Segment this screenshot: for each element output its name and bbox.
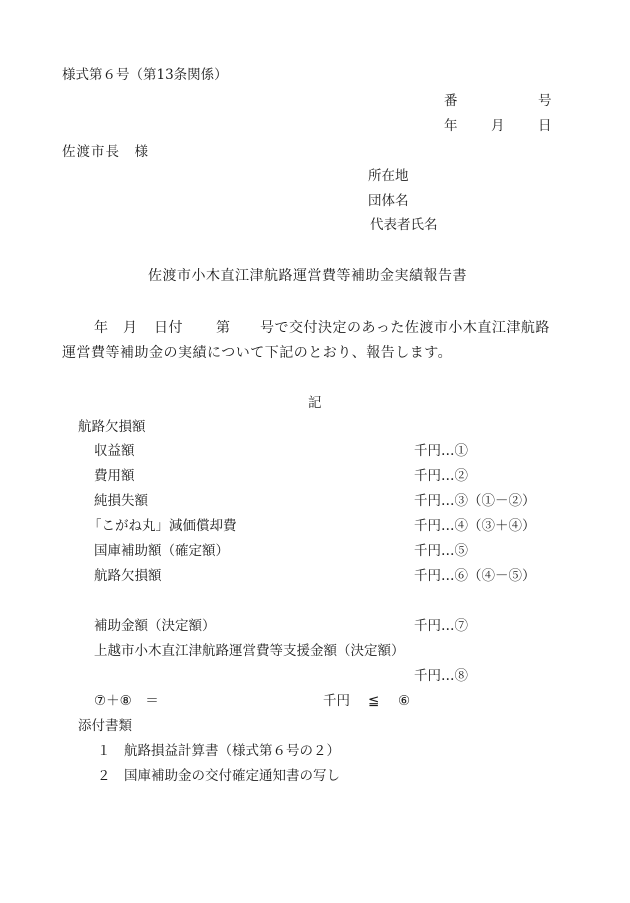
attachments-heading: 添付書類 xyxy=(78,718,132,734)
representative-label: 代表者氏名 xyxy=(370,217,438,233)
addressee: 佐渡市長 様 xyxy=(62,144,149,160)
loss-item-label: 「こがね丸」減価償却費 xyxy=(88,518,237,534)
formula-left: ⑦＋⑧ ＝ xyxy=(94,693,159,709)
loss-item-unit: 千円…⑥（④－⑤） xyxy=(414,568,536,584)
attachment-number: ２ xyxy=(97,768,111,784)
ki-label: 記 xyxy=(308,395,322,411)
organization-label: 団体名 xyxy=(368,193,409,209)
attachment-text: 航路損益計算書（様式第６号の２） xyxy=(124,743,340,759)
support-unit: 千円…⑧ xyxy=(414,668,468,684)
support-label: 上越市小木直江津航路運営費等支援金額（決定額） xyxy=(94,643,405,659)
body-year: 年 xyxy=(94,320,109,336)
loss-item-unit: 千円…③（①－②） xyxy=(414,493,536,509)
loss-item-label: 航路欠損額 xyxy=(94,568,162,584)
number-label-right: 号 xyxy=(538,93,552,109)
body-line1-text: 号で交付決定のあった佐渡市小木直江津航路 xyxy=(260,320,550,336)
loss-item-unit: 千円…① xyxy=(414,443,468,459)
number-label-left: 番 xyxy=(444,93,458,109)
date-year: 年 xyxy=(444,118,458,134)
date-day: 日 xyxy=(538,118,552,134)
loss-item-label: 国庫補助額（確定額） xyxy=(94,543,229,559)
loss-item-label: 収益額 xyxy=(94,443,135,459)
formula-unit: 千円 xyxy=(323,693,350,709)
loss-item-label: 費用額 xyxy=(94,468,135,484)
address-label: 所在地 xyxy=(368,168,409,184)
form-number: 様式第６号（第13条関係） xyxy=(62,67,228,83)
subsidy-label: 補助金額（決定額） xyxy=(94,618,216,634)
loss-item-unit: 千円…② xyxy=(414,468,468,484)
body-day: 日付 xyxy=(154,320,183,336)
body-month: 月 xyxy=(123,320,138,336)
loss-item-label: 純損失額 xyxy=(94,493,148,509)
body-dai: 第 xyxy=(216,320,231,336)
loss-item-unit: 千円…⑤ xyxy=(414,543,468,559)
attachment-number: １ xyxy=(97,743,111,759)
attachment-text: 国庫補助金の交付確定通知書の写し xyxy=(124,768,340,784)
date-month: 月 xyxy=(491,118,505,134)
body-line2-text: 運営費等補助金の実績について下記のとおり、報告します。 xyxy=(62,345,453,361)
subsidy-unit: 千円…⑦ xyxy=(414,618,468,634)
document-title: 佐渡市小木直江津航路運営費等補助金実績報告書 xyxy=(148,268,467,284)
loss-item-unit: 千円…④（③＋④） xyxy=(414,518,536,534)
loss-heading: 航路欠損額 xyxy=(78,419,146,435)
formula-right: ⑥ xyxy=(398,693,411,709)
formula-op: ≦ xyxy=(368,693,380,709)
